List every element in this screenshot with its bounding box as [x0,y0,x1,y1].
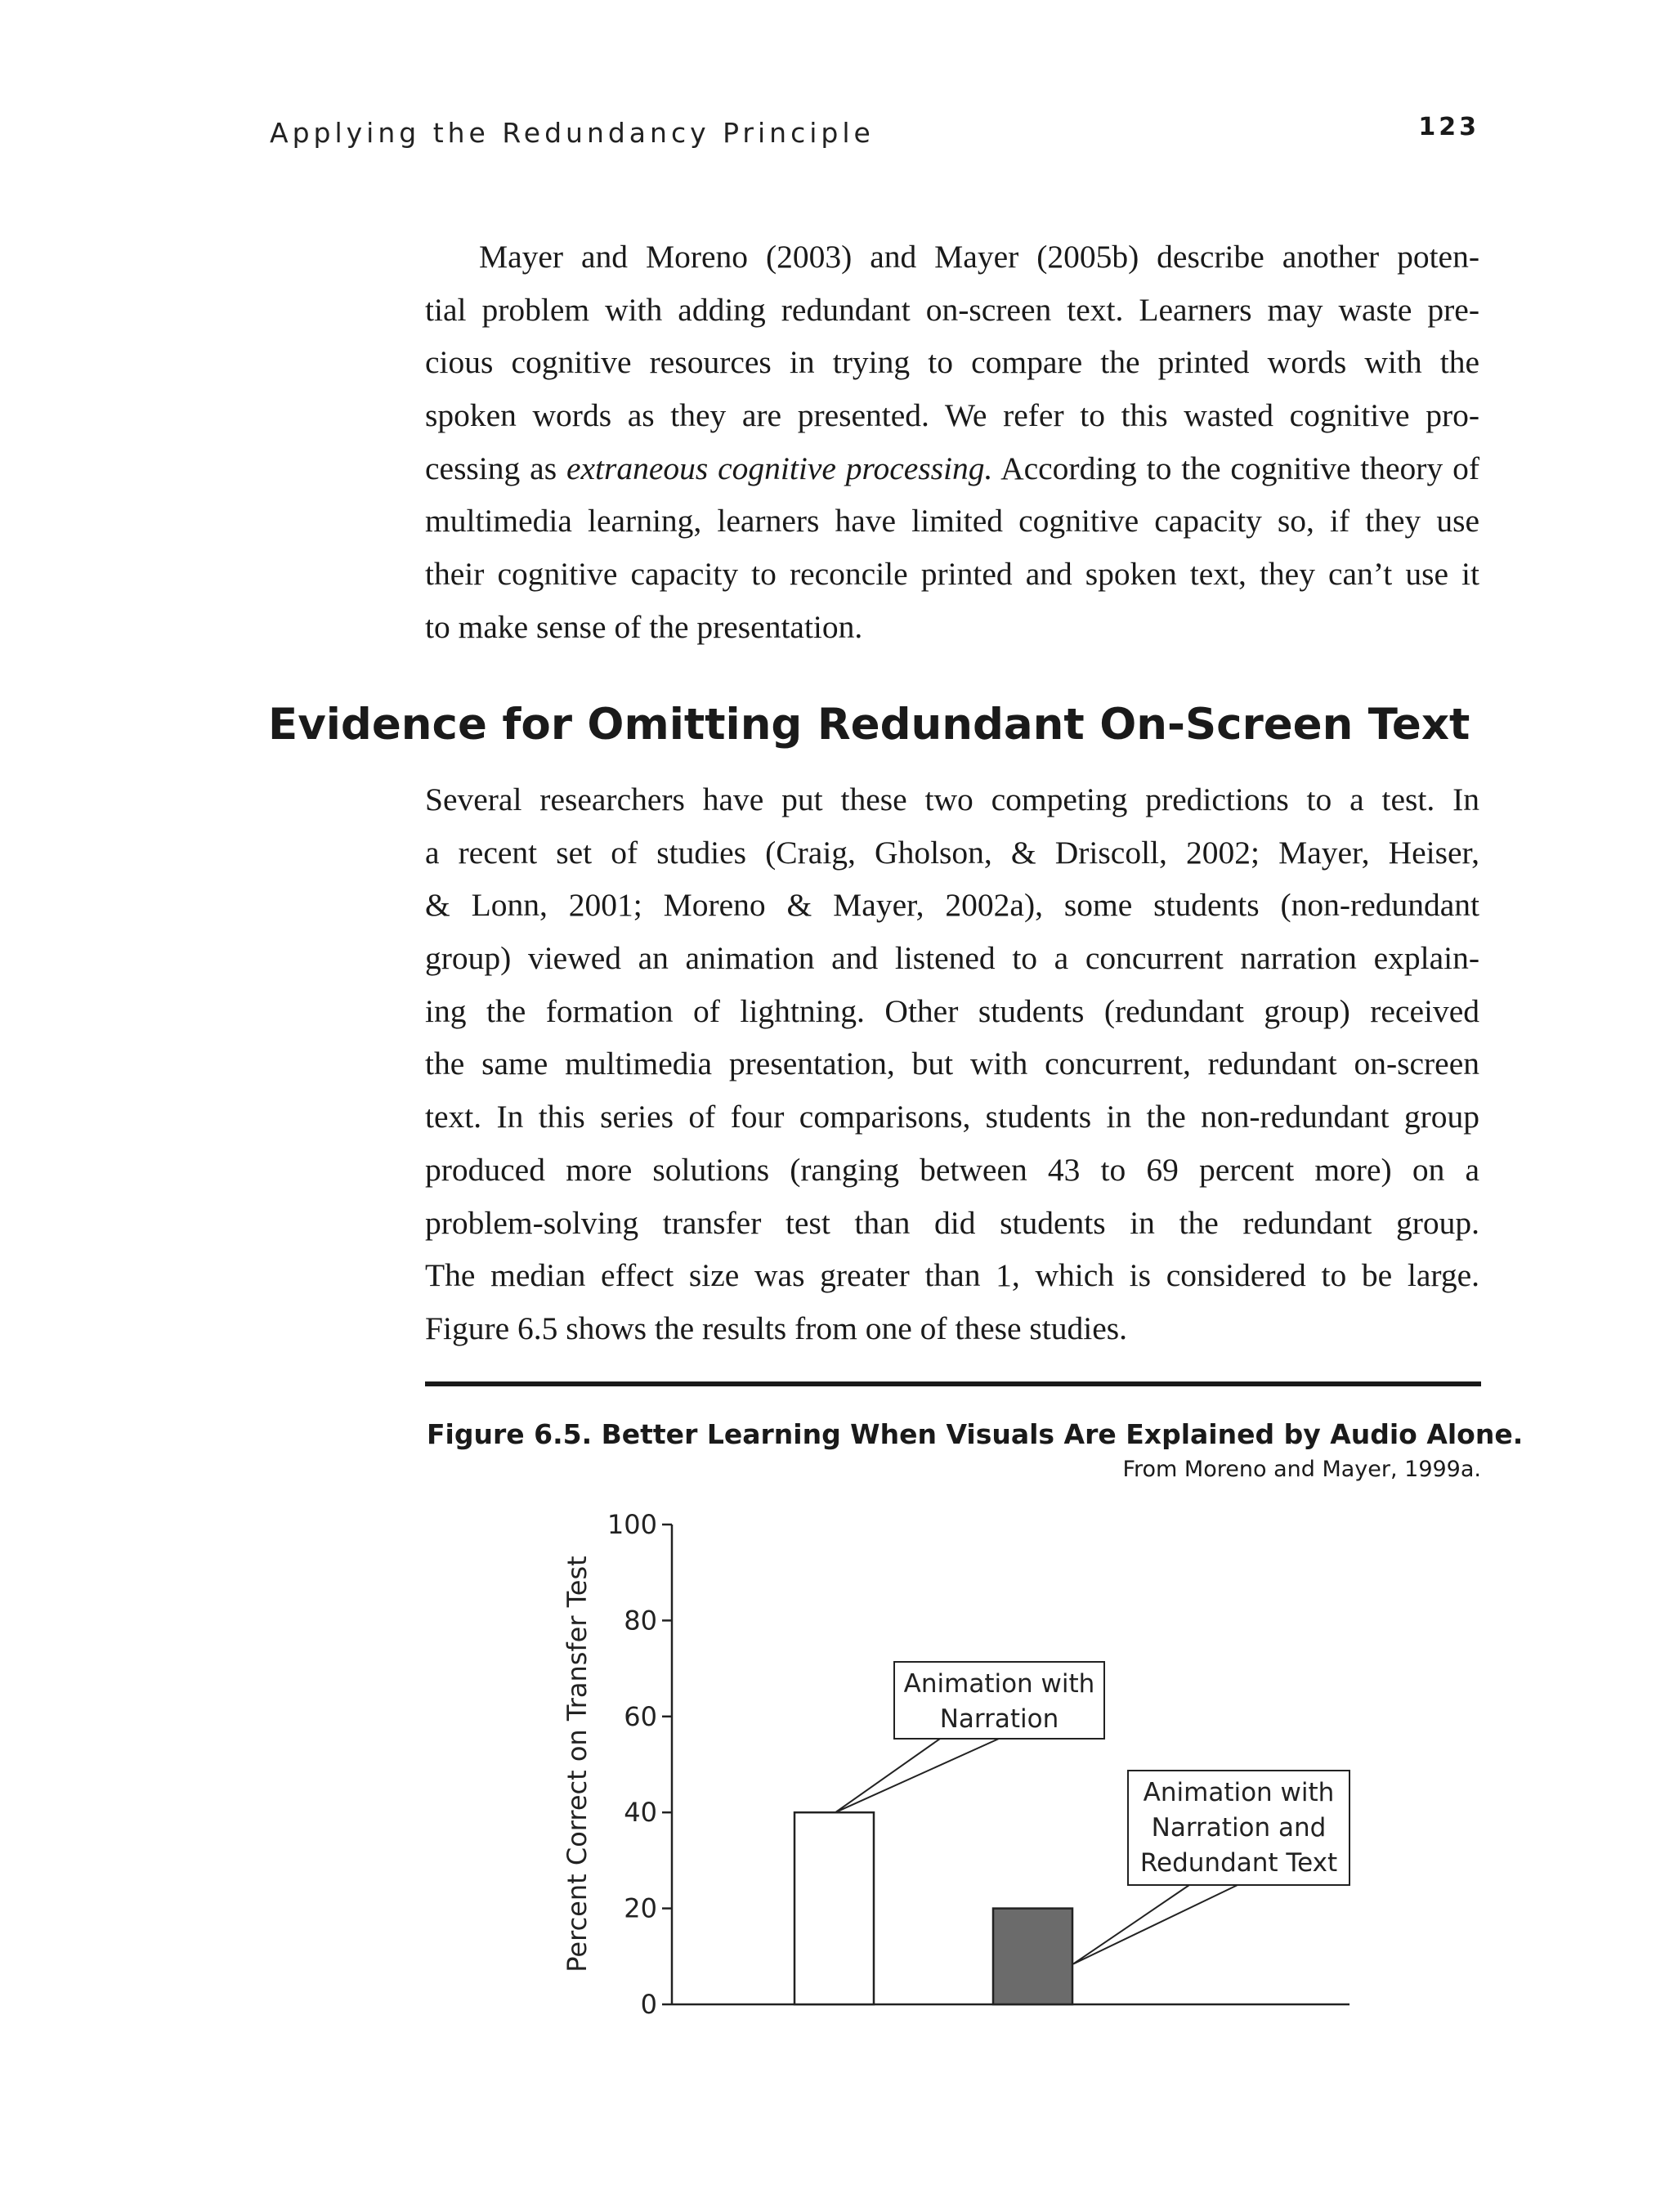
text-line: spoken words as they are presented. We refer to this wasted cognitive pro- [425,397,1479,434]
text-line: Figure 6.5 shows the results from one of these studies. [425,1310,1128,1346]
bar-1 [794,1812,874,2004]
figure-source: From Moreno and Mayer, 1999a. [1122,1457,1481,1482]
callout-label: Narration and [1151,1813,1327,1843]
y-axis-label: Percent Correct on Transfer Test [562,1556,593,1972]
text-line: tial problem with adding redundant on-screen text. Learners may waste pre- [425,291,1479,328]
text-line: Mayer and Moreno (2003) and Mayer (2005b) describe another poten- [479,239,1479,275]
callout-label: Redundant Text [1139,1848,1338,1878]
page-number: 123 [1418,113,1479,141]
text-line: problem-solving transfer test than did students in the redundant group. [425,1204,1479,1241]
text-line: Several researchers have put these two competing predictions to a test. In [425,781,1479,817]
text-line: their cognitive capacity to reconcile printed and spoken text, they can’t use it [425,556,1479,593]
text-fragment: According to the cognitive theory of [992,450,1479,486]
text-line: the same multimedia presentation, but with concurrent, redundant on-screen [425,1046,1479,1082]
y-tick-label: 100 [606,1509,657,1540]
running-head: Applying the Redundancy Principle [270,117,875,149]
text-fragment: cessing as [425,450,566,486]
text-line: cious cognitive resources in trying to compare the printed words with the [425,344,1479,381]
section-heading: Evidence for Omitting Redundant On-Screen Text [268,700,1470,750]
text-line: ing the formation of lightning. Other students (redundant group) received [425,992,1479,1029]
text-line: to make sense of the presentation. [425,608,863,645]
text-line: text. In this series of four comparisons, students in the non-redundant group [425,1099,1479,1135]
callout-pointer [1073,1885,1238,1964]
text-line: produced more solutions (ranging between 43 to 69 percent more) on a [425,1151,1479,1188]
callout-pointer [835,1739,999,1812]
bar-2 [993,1909,1072,2004]
y-tick-label: 80 [624,1605,657,1637]
italic-term: extraneous cognitive processing. [566,450,993,486]
text-line: multimedia learning, learners have limited cognitive capacity so, if they use [425,503,1479,540]
text-line: group) viewed an animation and listened to a concurrent narration explain- [425,940,1479,977]
text-line: The median effect size was greater than 1, which is considered to be large. [425,1257,1479,1294]
y-tick-label: 0 [640,1989,657,2020]
y-tick-label: 40 [624,1797,657,1829]
text-line: & Lonn, 2001; Moreno & Mayer, 2002a), some students (non-redundant [425,887,1479,924]
y-tick-label: 20 [624,1892,657,1924]
callout-label: Narration [939,1704,1059,1734]
callout-label: Animation with [903,1669,1095,1699]
figure-caption: Figure 6.5. Better Learning When Visuals Are Explained by Audio Alone. [427,1418,1524,1450]
callout-label: Animation with [1143,1778,1335,1807]
text-line: a recent set of studies (Craig, Gholson, & Driscoll, 2002; Mayer, Heiser, [425,834,1479,871]
y-tick-label: 60 [624,1700,657,1732]
